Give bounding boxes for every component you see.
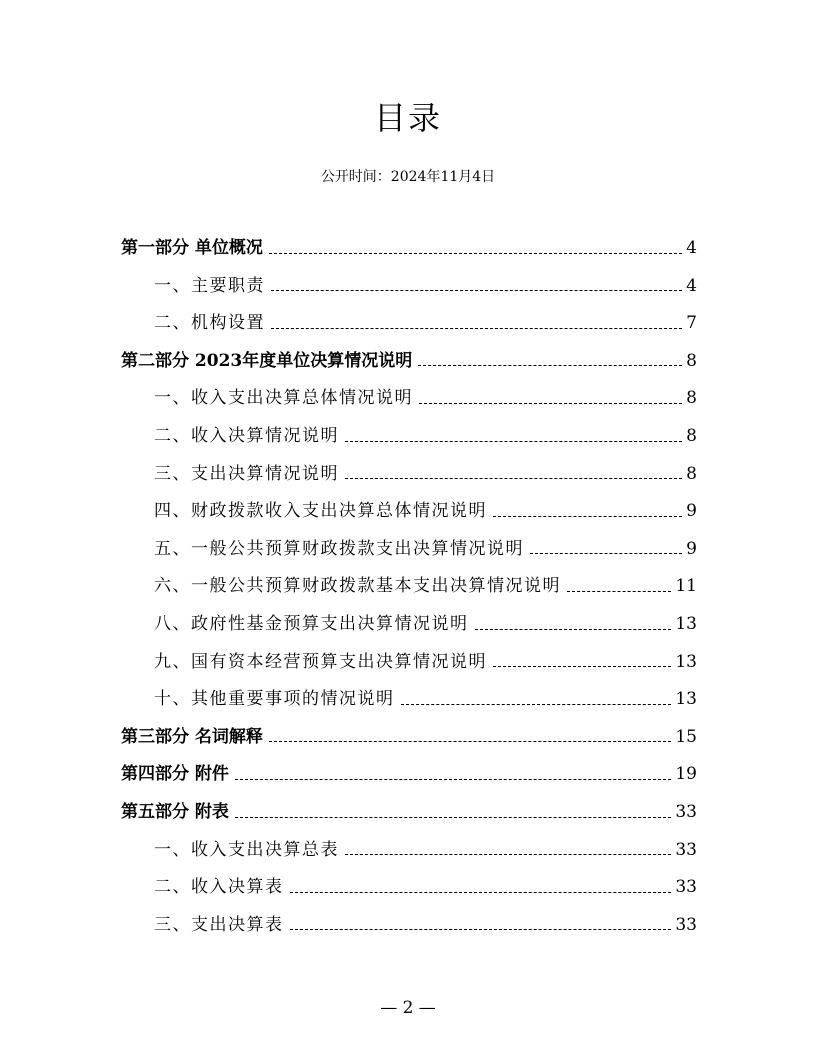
toc-entry-label: 二、收入决算情况说明 (154, 425, 339, 446)
toc-dot-leader (269, 741, 671, 742)
toc-entry-label: 三、支出决算表 (154, 914, 284, 935)
toc-dot-leader (419, 403, 682, 404)
toc-dot-leader (271, 290, 682, 291)
toc-section-entry[interactable] (121, 305, 697, 343)
toc-dot-leader (493, 666, 671, 667)
toc-page-number: 8 (686, 463, 697, 484)
toc-entry-label: 第五部分 附表 (121, 801, 229, 822)
toc-page-number: 9 (686, 538, 697, 559)
toc-entry-label: 第三部分 名词解释 (121, 726, 263, 747)
toc-section-entry[interactable] (121, 493, 697, 531)
toc-entry-label: 第四部分 附件 (121, 764, 229, 785)
toc-dot-leader (418, 365, 682, 366)
toc-page-number: 33 (675, 839, 697, 860)
toc-dot-leader (269, 253, 682, 254)
toc-section-entry[interactable] (121, 568, 697, 606)
toc-dot-leader (493, 516, 682, 517)
toc-page-number: 4 (686, 238, 697, 258)
toc-page-number: 4 (686, 275, 697, 296)
toc-entry-label: 二、机构设置 (154, 313, 265, 334)
toc-entry-label: 第一部分 单位概况 (121, 238, 263, 258)
toc-page-number: 19 (675, 764, 697, 785)
toc-page-number: 9 (686, 501, 697, 522)
toc-page-number: 13 (675, 689, 697, 710)
toc-page-number: 15 (675, 726, 697, 747)
toc-entry-label: 一、主要职责 (154, 275, 265, 296)
toc-section-entry[interactable] (121, 907, 697, 945)
toc-section-entry[interactable] (121, 418, 697, 456)
toc-section-entry[interactable] (121, 681, 697, 719)
toc-entry-label: 四、财政拨款收入支出决算总体情况说明 (154, 501, 487, 522)
toc-page-number: 13 (675, 651, 697, 672)
toc-page-number: 33 (675, 914, 697, 935)
toc-entry-label: 九、国有资本经营预算支出决算情况说明 (154, 651, 487, 672)
table-of-contents (121, 230, 697, 944)
toc-page-number: 11 (675, 576, 697, 597)
toc-section-entry[interactable] (121, 869, 697, 907)
toc-dot-leader (345, 441, 682, 442)
toc-dot-leader (271, 328, 682, 329)
publish-date: 公开时间：2024年11月4日 (320, 169, 496, 185)
toc-page-number: 7 (686, 313, 697, 334)
document-title: 目录 (373, 99, 442, 137)
toc-dot-leader (345, 478, 682, 479)
toc-section-entry[interactable] (121, 606, 697, 644)
toc-part-entry[interactable] (121, 794, 697, 832)
toc-dot-leader (290, 892, 672, 893)
toc-entry-label: 十、其他重要事项的情况说明 (154, 689, 395, 710)
toc-entry-label: 二、收入决算表 (154, 877, 284, 898)
toc-entry-label: 一、收入支出决算总表 (154, 839, 339, 860)
toc-entry-label: 八、政府性基金预算支出决算情况说明 (154, 613, 469, 634)
toc-entry-label: 六、一般公共预算财政拨款基本支出决算情况说明 (154, 576, 561, 597)
toc-entry-label: 第二部分 2023年度单位决算情况说明 (121, 350, 413, 371)
toc-entry-label: 三、支出决算情况说明 (154, 463, 339, 484)
toc-page-number: 8 (686, 425, 697, 446)
toc-dot-leader (567, 591, 671, 592)
page-number-footer: — 2 — (380, 998, 436, 1018)
toc-page-number: 13 (675, 613, 697, 634)
toc-entry-label: 五、一般公共预算财政拨款支出决算情况说明 (154, 538, 524, 559)
toc-section-entry[interactable] (121, 456, 697, 494)
toc-part-entry[interactable] (121, 343, 697, 381)
toc-section-entry[interactable] (121, 268, 697, 306)
toc-page-number: 33 (675, 801, 697, 822)
toc-dot-leader (401, 704, 672, 705)
toc-dot-leader (475, 629, 672, 630)
toc-part-entry[interactable] (121, 756, 697, 794)
toc-entry-label: 一、收入支出决算总体情况说明 (154, 388, 413, 409)
toc-page-number: 33 (675, 877, 697, 898)
toc-section-entry[interactable] (121, 531, 697, 569)
toc-part-entry[interactable] (121, 719, 697, 757)
toc-dot-leader (530, 553, 682, 554)
toc-section-entry[interactable] (121, 380, 697, 418)
toc-dot-leader (235, 817, 671, 818)
toc-page-number: 8 (686, 350, 697, 371)
toc-dot-leader (290, 929, 672, 930)
toc-section-entry[interactable] (121, 644, 697, 682)
toc-page-number: 8 (686, 388, 697, 409)
toc-dot-leader (235, 779, 671, 780)
toc-section-entry[interactable] (121, 832, 697, 870)
toc-dot-leader (345, 854, 671, 855)
toc-part-entry[interactable] (121, 230, 697, 268)
